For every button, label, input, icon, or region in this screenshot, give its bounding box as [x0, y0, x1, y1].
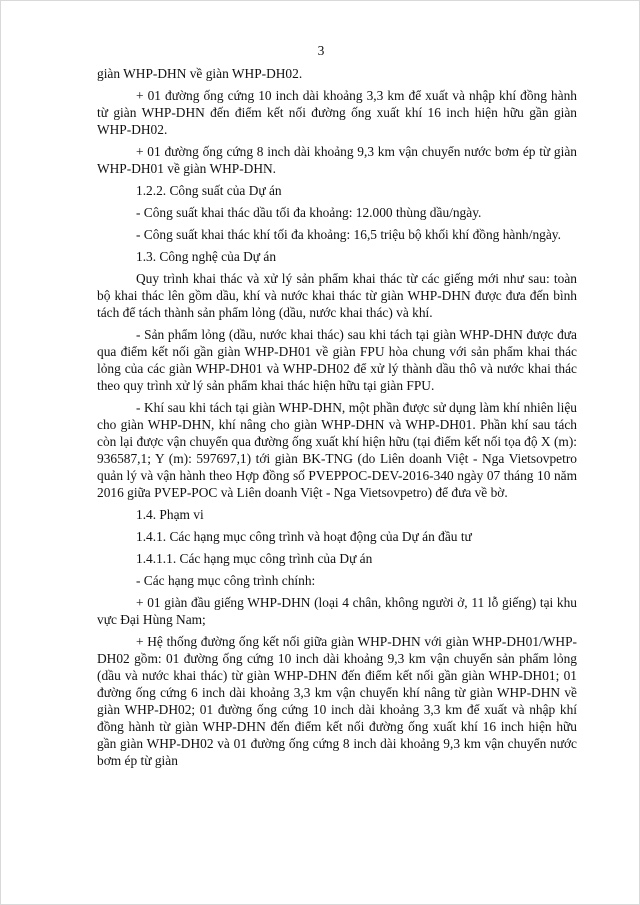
paragraph-wellhead-platform: + 01 giàn đầu giếng WHP-DHN (loại 4 chân, không người ở, 11 lỗ giếng) tại khu vực Đại Hùng Nam;: [97, 595, 577, 627]
section-heading-works-items: 1.4.1.1. Các hạng mục công trình của Dự án: [136, 551, 373, 566]
paragraph-oil-capacity: - Công suất khai thác dầu tối đa khoảng: 12.000 thùng dầu/ngày.: [136, 205, 482, 220]
paragraph-continuation: giàn WHP-DHN về giàn WHP-DH02.: [97, 66, 303, 81]
section-heading-technology: 1.3. Công nghệ của Dự án: [136, 249, 277, 264]
paragraph-process-overview: Quy trình khai thác và xử lý sản phẩm khai thác từ các giếng mới như sau: toàn bộ khai thác lên gồm dầu, khí và nước khai thác từ giàn WHP-DHN được đưa đến bình tách để tách thành sản phẩm lỏng (dầu, nước khai thác) và khí.: [97, 271, 577, 320]
paragraph-gas-handling: - Khí sau khi tách tại giàn WHP-DHN, một phần được sử dụng làm khí nhiên liệu cho giàn WHP-DHN, khí nâng cho giàn WHP-DHN và WHP-DH01. Phần khí sau tách còn lại được vận chuyển qua đường ống xuất khí hiện hữu (tại điểm kết nối tọa độ X (m): 936587,1; Y (m): 597697,1) tới giàn BK-TNG (do Liên doanh Việt - Nga Vietsovpetro quản lý và vận hành theo Hợp đồng số PVEPPOC-DEV-2016-340 ngày 07 tháng 10 năm 2016 giữa PVEP-POC và Liên doanh Việt - Nga Vietsovpetro) để đưa về bờ.: [97, 400, 577, 500]
section-heading-scope: 1.4. Phạm vi: [136, 507, 204, 522]
document-body: [97, 65, 577, 774]
section-heading-works-activities: 1.4.1. Các hạng mục công trình và hoạt động của Dự án đầu tư: [136, 529, 472, 544]
paragraph-water-injection-pipeline: + 01 đường ống cứng 8 inch dài khoảng 9,3 km vận chuyển nước bơm ép từ giàn WHP-DH01 về giàn WHP-DHN.: [97, 144, 577, 176]
paragraph-gas-capacity: - Công suất khai thác khí tối đa khoảng: 16,5 triệu bộ khối khí đồng hành/ngày.: [136, 227, 561, 242]
paragraph-liquid-products: - Sản phẩm lỏng (dầu, nước khai thác) sau khi tách tại giàn WHP-DHN được đưa qua điểm kết nối gần giàn WHP-DH01 về giàn FPU hòa chung với sản phẩm khai thác lỏng của các giàn WHP-DH01 và WHP-DH02 để xử lý thành dầu thô và nước khai thác theo quy trình xử lý sản phẩm khai thác hiện hữu tại giàn FPU.: [97, 327, 577, 393]
paragraph-main-works-intro: - Các hạng mục công trình chính:: [136, 573, 316, 588]
paragraph-pipeline-system: + Hệ thống đường ống kết nối giữa giàn WHP-DHN với giàn WHP-DH01/WHP-DH02 gồm: 01 đường ống cứng 10 inch dài khoảng 9,3 km vận chuyển sản phẩm lỏng (dầu và nước khai thác) từ giàn WHP-DHN đến điểm kết nối gần giàn WHP-DH01; 01 đường ống cứng 6 inch dài khoảng 3,3 km vận chuyển khí nâng từ giàn WHP-DHN về giàn WHP-DH02; 01 đường ống cứng 10 inch dài khoảng 3,3 km để xuất và nhập khí đồng hành từ giàn WHP-DHN đến điểm kết nối đường ống xuất khí 16 inch hiện hữu gần giàn WHP-DH02 và 01 đường ống cứng 8 inch dài khoảng 9,3 km vận chuyển nước bơm ép từ giàn: [97, 634, 577, 768]
paragraph-gas-pipeline: + 01 đường ống cứng 10 inch dài khoảng 3,3 km để xuất và nhập khí đồng hành từ giàn WHP-DHN đến điểm kết nối đường ống xuất khí 16 inch hiện hữu gần giàn WHP-DH02.: [97, 88, 577, 137]
section-heading-capacity: 1.2.2. Công suất của Dự án: [136, 183, 282, 198]
page-number: 3: [317, 43, 325, 58]
